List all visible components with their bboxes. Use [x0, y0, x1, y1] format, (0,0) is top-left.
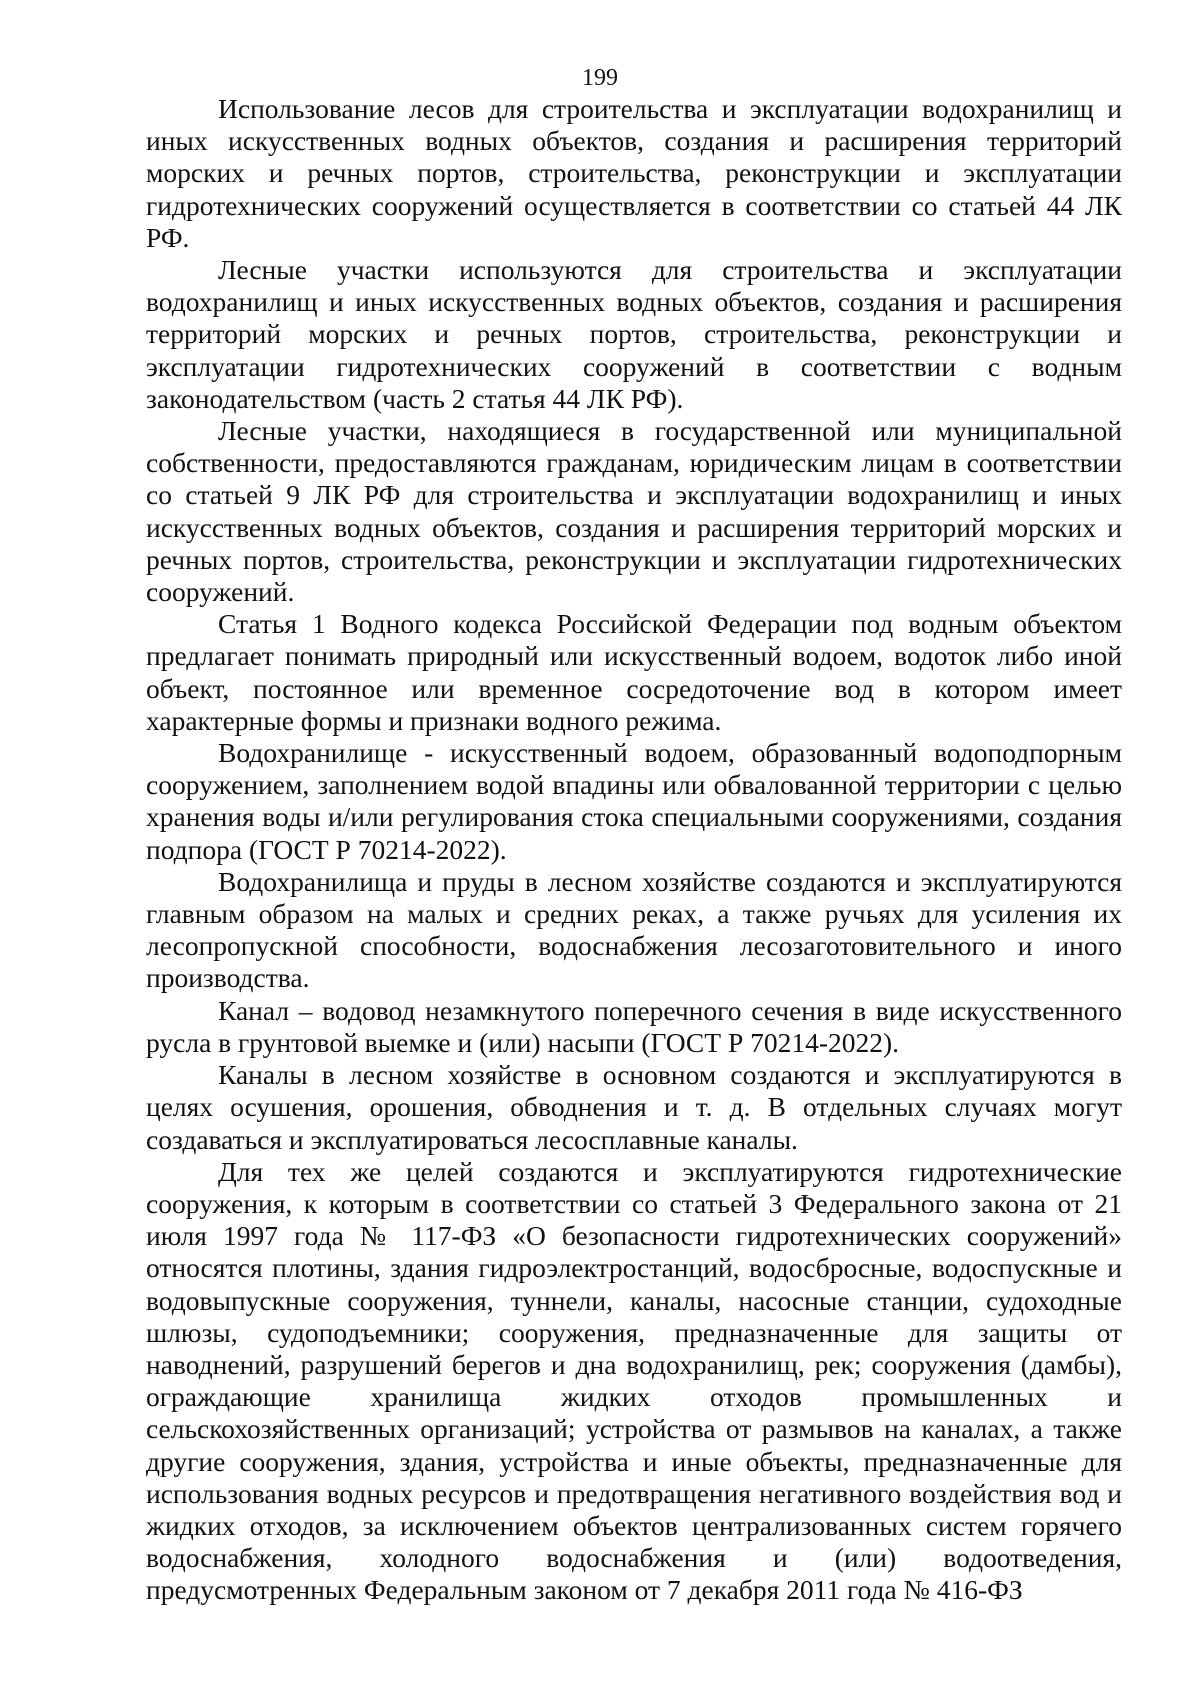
paragraph: Использование лесов для строительства и эксплуатации водохранилищ и иных искусственных водных объектов, создания и расширения территорий морских и речных портов, строительства, реконструкции и эксплуатации гидротехнических сооружений осуществляется в соответствии со статьей 44 ЛК РФ.: [146, 93, 1122, 253]
paragraph: Статья 1 Водного кодекса Российской Федерации под водным объектом предлагает понимать природный или искусственный водоем, водоток либо иной объект, постоянное или временное сосредоточение вод в котором имеет характерные формы и признаки водного режима.: [146, 608, 1122, 736]
paragraph: Канал – водовод незамкнутого поперечного сечения в виде искусственного русла в грунтовой выемке и (или) насыпи (ГОСТ Р 70214-2022).: [146, 994, 1122, 1058]
paragraph: Водохранилища и пруды в лесном хозяйстве создаются и эксплуатируются главным образом на малых и средних реках, а также ручьях для усиления их лесопропускной способности, водоснабжения лесозаготовительного и иного производства.: [146, 865, 1122, 994]
page-body: [146, 93, 1122, 1607]
paragraph: Для тех же целей создаются и эксплуатируются гидротехнические сооружения, к которым в соответствии со статьей 3 Федерального закона от 21 июля 1997 года № 117-ФЗ «О безопасности гидротехнических сооружений» относятся плотины, здания гидроэлектростанций, водосбросные, водоспускные и водовыпускные сооружения, туннели, каналы, насосные станции, судоходные шлюзы, судоподъемники; сооружения, предназначенные для защиты от наводнений, разрушений берегов и дна водохранилищ, рек; сооружения (дамбы), ограждающие хранилища жидких отходов промышленных и сельскохозяйственных организаций; устройства от размывов на каналах, а также другие сооружения, здания, устройства и иные объекты, предназначенные для использования водных ресурсов и предотвращения негативного воздействия вод и жидких отходов, за исключением объектов централизованных систем горячего водоснабжения, холодного водоснабжения и (или) водоотведения, предусмотренных Федеральным законом от 7 декабря 2011 года № 416-ФЗ: [146, 1155, 1122, 1606]
page-number: 199: [582, 65, 618, 91]
paragraph: Лесные участки используются для строительства и эксплуатации водохранилищ и иных искусственных водных объектов, создания и расширения территорий морских и речных портов, строительства, реконструкции и эксплуатации гидротехнических сооружений в соответствии с водным законодательством (часть 2 статья 44 ЛК РФ).: [146, 254, 1122, 414]
paragraph: Водохранилище - искусственный водоем, образованный водоподпорным сооружением, заполнением водой впадины или обвалованной территории с целью хранения воды и/или регулирования стока специальными сооружениями, создания подпора (ГОСТ Р 70214-2022).: [146, 737, 1122, 865]
paragraph: Каналы в лесном хозяйстве в основном создаются и эксплуатируются в целях осушения, орошения, обводнения и т. д. В отдельных случаях могут создаваться и эксплуатироваться лесосплавные каналы.: [146, 1059, 1122, 1155]
paragraph: Лесные участки, находящиеся в государственной или муниципальной собственности, предоставляются гражданам, юридическим лицам в соответствии со статьей 9 ЛК РФ для строительства и эксплуатации водохранилищ и иных искусственных водных объектов, создания и расширения территорий морских и речных портов, строительства, реконструкции и эксплуатации гидротехнических сооружений.: [146, 415, 1122, 608]
